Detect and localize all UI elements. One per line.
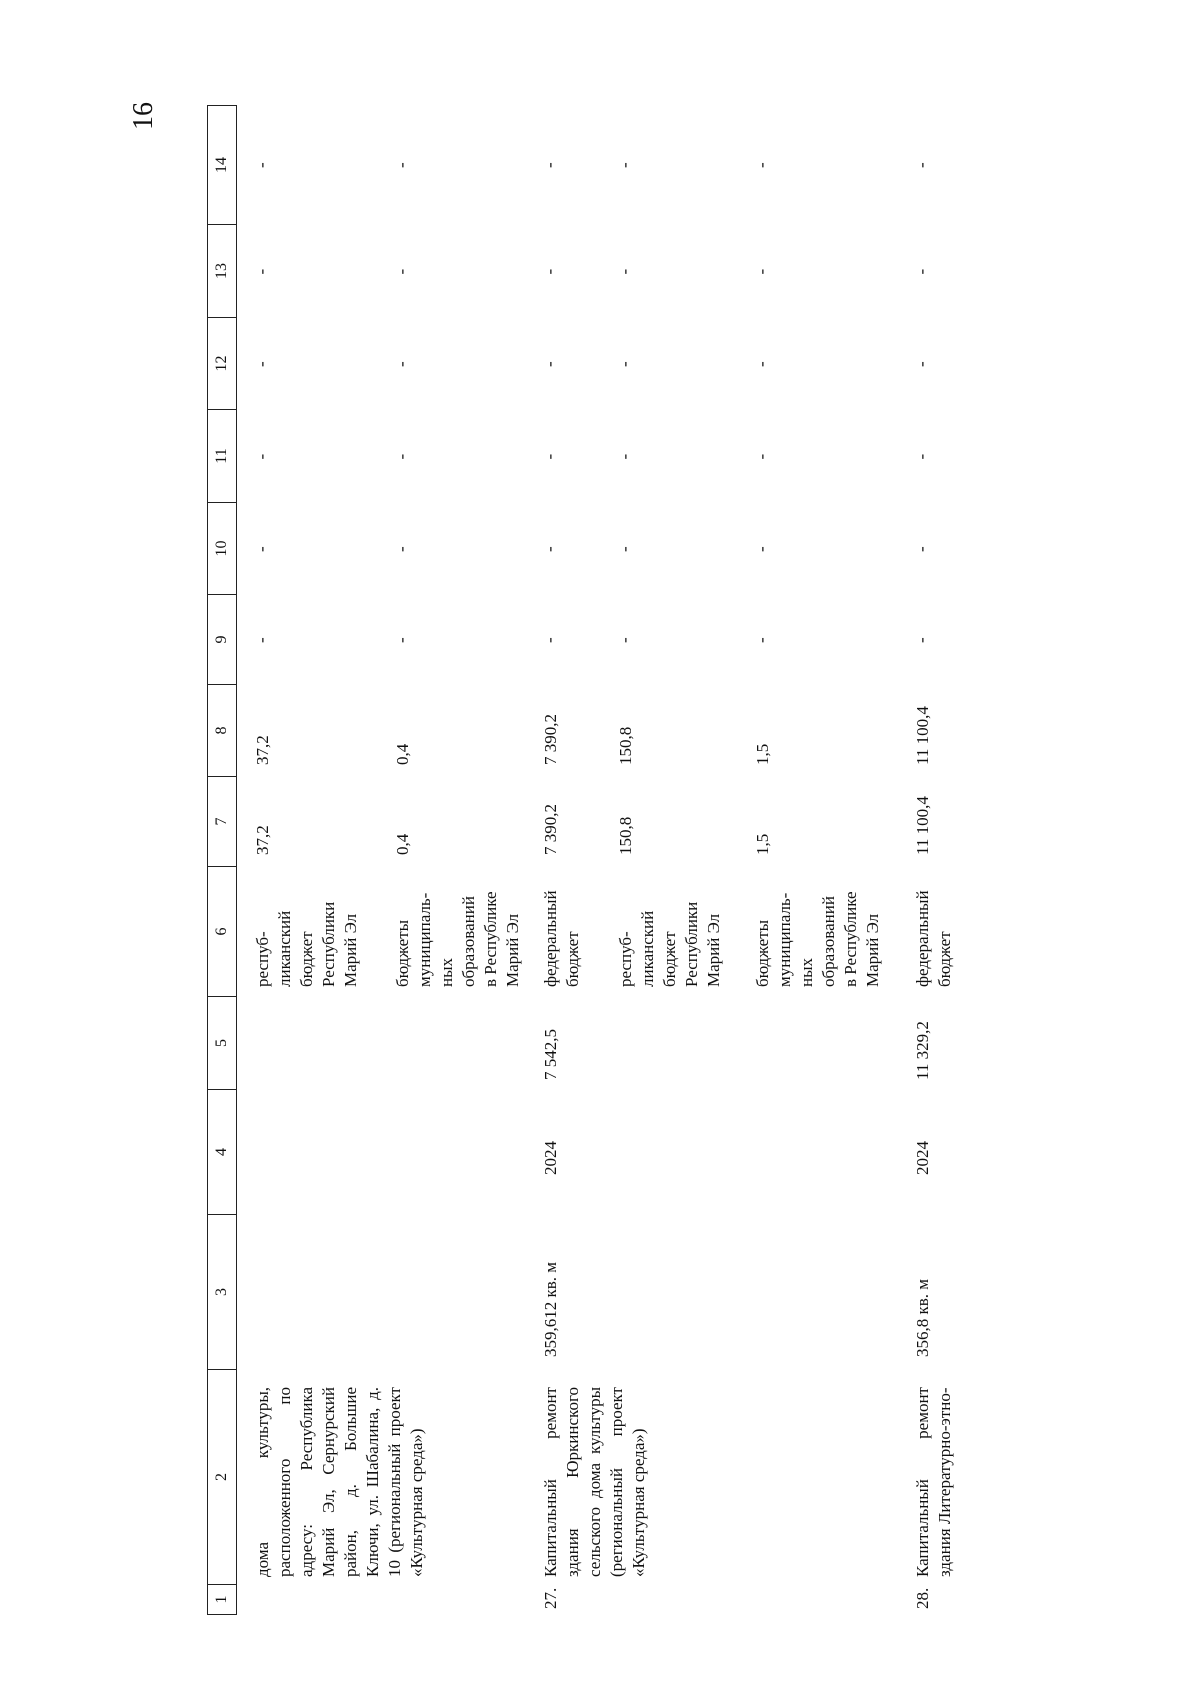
row-name: Капитальный ремонт здания Литературно-этно- bbox=[913, 1387, 954, 1577]
funding-col8: 11 100,4 bbox=[913, 706, 932, 765]
header-cell-4: 4 bbox=[208, 1090, 236, 1215]
dash-cell: - bbox=[912, 453, 931, 460]
header-cell-13: 13 bbox=[208, 225, 236, 318]
dash-cell: - bbox=[615, 361, 634, 367]
funding-col8: 37,2 bbox=[253, 735, 272, 765]
funding-source: бюджеты муниципаль- ных образований в Республике Марий Эл bbox=[393, 891, 522, 987]
row-total: 7 542,5 bbox=[541, 1029, 560, 1080]
dash-cell: - bbox=[252, 268, 271, 275]
dash-cell: - bbox=[252, 162, 271, 168]
dash-cell: - bbox=[752, 637, 771, 643]
funding-col7: 7 390,2 bbox=[541, 804, 560, 855]
header-cell-11: 11 bbox=[208, 410, 236, 503]
header-cell-8: 8 bbox=[208, 685, 236, 777]
row-total: 11 329,2 bbox=[913, 1021, 932, 1080]
header-cell-7: 7 bbox=[208, 777, 236, 867]
page-number-text: 16 bbox=[128, 102, 159, 130]
dash-cell: - bbox=[912, 361, 931, 367]
dash-cell: - bbox=[615, 453, 634, 460]
funding-col8: 7 390,2 bbox=[541, 714, 560, 765]
dash-cell: - bbox=[752, 361, 771, 367]
header-cell-14: 14 bbox=[208, 105, 236, 225]
dash-cell: - bbox=[540, 637, 559, 643]
dash-cell: - bbox=[252, 546, 271, 552]
dash-cell: - bbox=[912, 637, 931, 643]
dash-cell: - bbox=[540, 361, 559, 367]
header-cell-12: 12 bbox=[208, 318, 236, 410]
row-number: 28. bbox=[913, 1587, 932, 1609]
dash-cell: - bbox=[752, 453, 771, 460]
funding-col7: 0,4 bbox=[393, 833, 412, 855]
row-year: 2024 bbox=[913, 1141, 932, 1175]
funding-source: бюджеты муниципаль- ных образований в Республике Марий Эл bbox=[753, 891, 882, 987]
funding-col8: 0,4 bbox=[393, 743, 412, 765]
header-cell-1: 1 bbox=[208, 1585, 236, 1615]
dash-cell: - bbox=[252, 361, 271, 367]
header-cell-10: 10 bbox=[208, 503, 236, 595]
dash-cell: - bbox=[912, 268, 931, 275]
funding-col7: 150,8 bbox=[616, 816, 635, 855]
table-header-row bbox=[207, 105, 237, 1615]
header-cell-2: 2 bbox=[208, 1370, 236, 1585]
row-capacity: 356,8 кв. м bbox=[913, 1278, 932, 1357]
dash-cell: - bbox=[540, 162, 559, 168]
header-cell-3: 3 bbox=[208, 1215, 236, 1370]
funding-col7: 37,2 bbox=[253, 825, 272, 855]
dash-cell: - bbox=[252, 637, 271, 643]
dash-cell: - bbox=[540, 268, 559, 275]
row-name: дома культуры, расположенного по адресу: Республика Марий Эл, Сернурский район, д. Большие Ключи, ул. Шабалина, д. 10 (региональный проект «Культурная среда») bbox=[253, 1387, 426, 1577]
dash-cell: - bbox=[752, 162, 771, 168]
funding-col8: 1,5 bbox=[753, 743, 772, 765]
dash-cell: - bbox=[615, 268, 634, 275]
dash-cell: - bbox=[912, 162, 931, 168]
row-capacity: 359,612 кв. м bbox=[541, 1261, 560, 1357]
row-name: Капитальный ремонт здания Юркинского сельского дома культуры (региональный проект «Культурная среда») bbox=[541, 1387, 648, 1577]
dash-cell: - bbox=[912, 546, 931, 552]
funding-source: респуб- ликанский бюджет Республики Марий Эл bbox=[616, 901, 723, 987]
header-cell-6: 6 bbox=[208, 867, 236, 997]
row-number: 27. bbox=[541, 1587, 560, 1609]
dash-cell: - bbox=[540, 453, 559, 460]
dash-cell: - bbox=[392, 546, 411, 552]
funding-col8: 150,8 bbox=[616, 726, 635, 765]
dash-cell: - bbox=[615, 162, 634, 168]
dash-cell: - bbox=[392, 453, 411, 460]
row-year: 2024 bbox=[541, 1141, 560, 1175]
funding-source: респуб- ликанский бюджет Республики Марий Эл bbox=[253, 901, 360, 987]
funding-col7: 11 100,4 bbox=[913, 796, 932, 855]
funding-source: федеральный бюджет bbox=[541, 890, 582, 987]
funding-col7: 1,5 bbox=[753, 833, 772, 855]
dash-cell: - bbox=[540, 546, 559, 552]
table bbox=[207, 105, 987, 1615]
dash-cell: - bbox=[392, 268, 411, 275]
header-cell-9: 9 bbox=[208, 595, 236, 685]
dash-cell: - bbox=[752, 268, 771, 275]
dash-cell: - bbox=[615, 546, 634, 552]
dash-cell: - bbox=[752, 546, 771, 552]
funding-source: федеральный бюджет bbox=[913, 890, 954, 987]
dash-cell: - bbox=[392, 637, 411, 643]
dash-cell: - bbox=[392, 361, 411, 367]
dash-cell: - bbox=[252, 453, 271, 460]
dash-cell: - bbox=[615, 637, 634, 643]
dash-cell: - bbox=[392, 162, 411, 168]
header-cell-5: 5 bbox=[208, 997, 236, 1090]
